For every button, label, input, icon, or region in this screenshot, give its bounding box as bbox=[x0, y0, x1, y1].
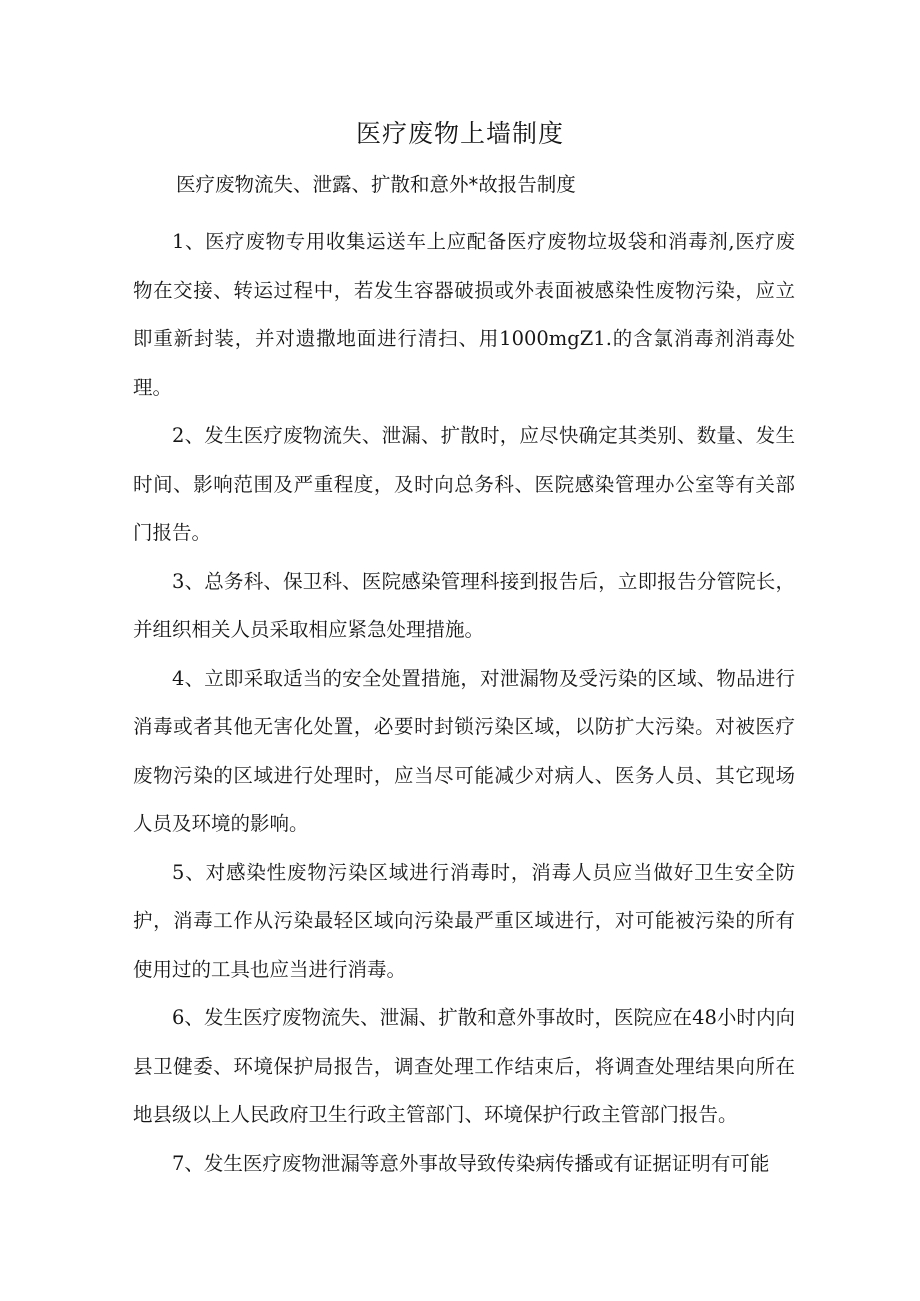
paragraph-3: 3、总务科、保卫科、医院感染管理科接到报告后，立即报告分管院长，并组织相关人员采取相应紧急处理措施。 bbox=[133, 569, 795, 641]
paragraph-2: 2、发生医疗废物流失、泄漏、扩散时，应尽快确定其类别、数量、发生时间、影响范围及严重程度，及时向总务科、医院感染管理办公室等有关部门报告。 bbox=[133, 424, 795, 544]
paragraph-6: 6、发生医疗废物流失、泄漏、扩散和意外事故时，医院应在48小时内向县卫健委、环境保护局报告，调查处理工作结束后，将调查处理结果向所在地县级以上人民政府卫生行政主管部门、环境保护行政主管部门报告。 bbox=[133, 1006, 795, 1126]
paragraph-5: 5、对感染性废物污染区域进行消毒时，消毒人员应当做好卫生安全防护，消毒工作从污染最轻区域向污染最严重区域进行，对可能被污染的所有使用过的工具也应当进行消毒。 bbox=[133, 860, 795, 981]
page-title: 医疗废物上墙制度 bbox=[355, 119, 564, 148]
paragraph-7: 7、发生医疗废物泄漏等意外事故导致传染病传播或有证据证明有可能 bbox=[172, 1151, 770, 1175]
paragraph-1: 1、医疗废物专用收集运送车上应配备医疗废物垃圾袋和消毒剂,医疗废物在交接、转运过程中，若发生容器破损或外表面被感染性废物污染，应立即重新封装，并对遗撒地面进行清扫、用1000mgZ1.的含氯消毒剂消毒处理。 bbox=[133, 230, 795, 399]
paragraph-4: 4、立即采取适当的安全处置措施，对泄漏物及受污染的区域、物品进行消毒或者其他无害化处置，必要时封锁污染区域，以防扩大污染。对被医疗废物污染的区域进行处理时，应当尽可能减少对病人、医务人员、其它现场人员及环境的影响。 bbox=[133, 666, 795, 835]
section-heading: 医疗废物流失、泄露、扩散和意外*故报告制度 bbox=[176, 173, 576, 196]
document-body bbox=[133, 218, 795, 1188]
